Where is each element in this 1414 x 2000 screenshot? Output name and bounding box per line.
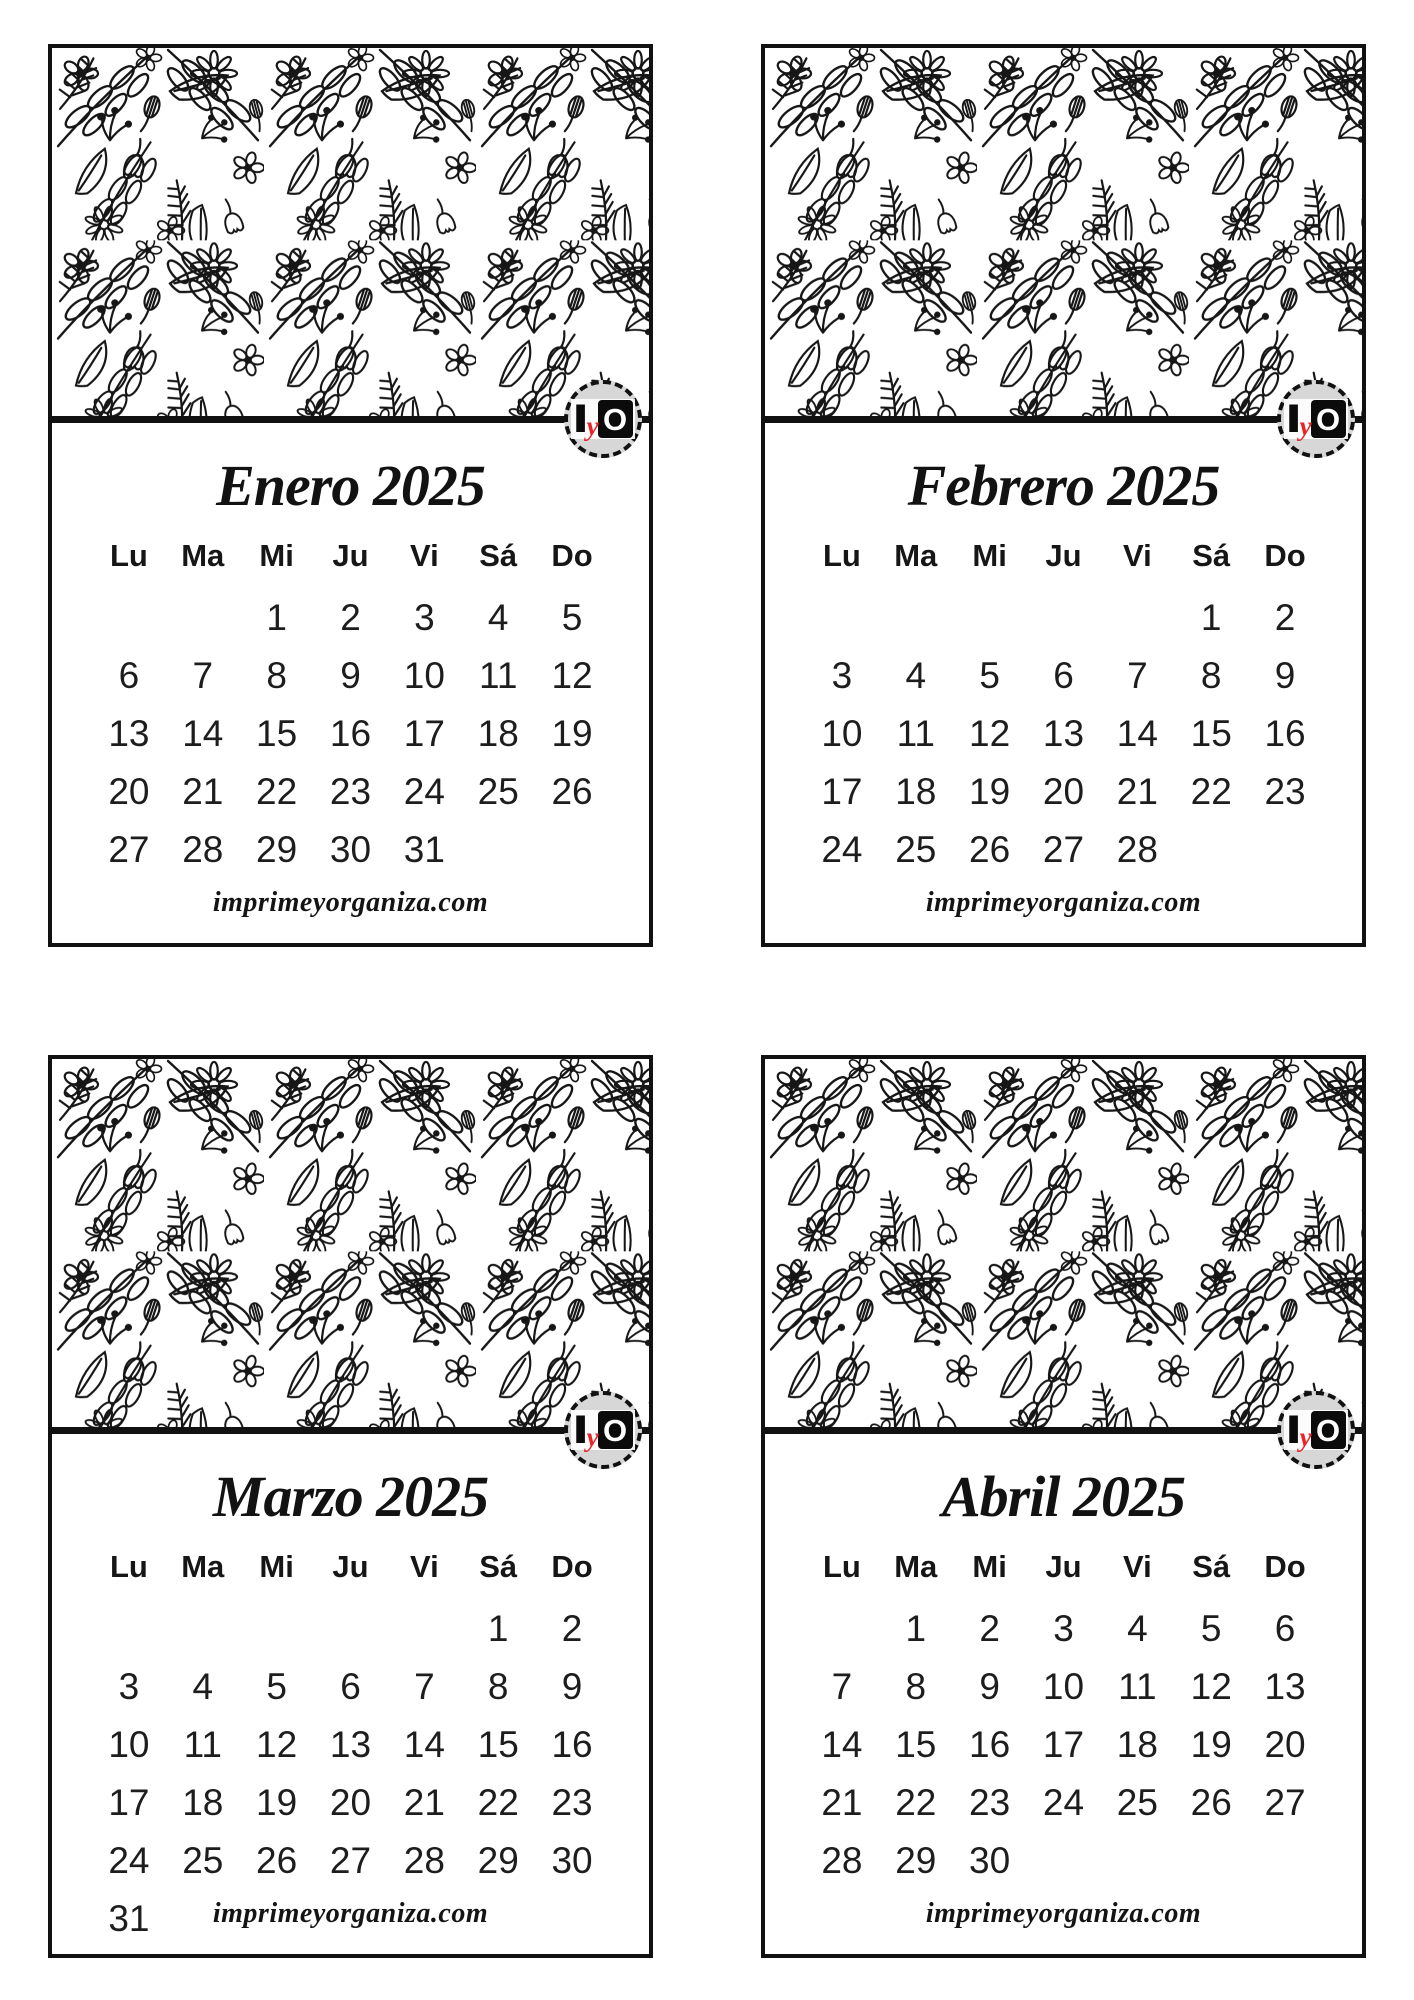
day-cell: 10 [403, 655, 445, 696]
day-cell: 1 [905, 1608, 927, 1649]
day-cell: 29 [256, 829, 298, 870]
day-cell: 23 [551, 1782, 593, 1823]
calendar-card-enero [48, 44, 653, 947]
day-cell: 3 [118, 1666, 140, 1707]
day-cell: 8 [266, 655, 287, 696]
day-cell: 27 [1264, 1782, 1306, 1823]
day-cell: 22 [477, 1782, 519, 1823]
floral-pattern-svg [52, 48, 649, 416]
day-cell: 24 [1042, 1782, 1085, 1823]
floral-header-art [52, 1059, 649, 1434]
weekday-header: Ju [1045, 1549, 1082, 1584]
day-cell: 27 [108, 829, 150, 870]
weekday-header: Lu [822, 538, 861, 573]
day-cell: 31 [403, 829, 445, 870]
day-cell: 28 [1116, 829, 1158, 870]
day-cell: 26 [256, 1840, 298, 1881]
day-cell: 9 [1274, 655, 1296, 696]
day-cell: 17 [821, 771, 863, 812]
day-cell: 17 [403, 713, 445, 754]
logo-letter-y: y [586, 1422, 599, 1452]
day-cell: 1 [266, 597, 287, 638]
day-cell [166, 1600, 240, 1658]
logo-letter-o-box [598, 1411, 633, 1449]
day-cell: 3 [1053, 1608, 1074, 1649]
day-cell: 23 [969, 1782, 1011, 1823]
brand-logo [571, 1410, 634, 1450]
day-cell: 17 [1042, 1724, 1085, 1765]
day-cell [1027, 589, 1101, 647]
day-cell: 19 [551, 713, 593, 754]
day-cell: 20 [108, 771, 150, 812]
day-cell: 4 [192, 1666, 214, 1707]
day-cell: 7 [192, 655, 214, 696]
day-cell: 22 [1190, 771, 1232, 812]
day-cell: 31 [108, 1898, 150, 1939]
day-cell: 16 [969, 1724, 1011, 1765]
day-cell: 21 [1116, 771, 1158, 812]
logo-letter-o-box [1311, 400, 1346, 438]
brand-logo-badge [1277, 1391, 1355, 1469]
day-cell: 22 [895, 1782, 937, 1823]
brand-logo [1284, 399, 1347, 439]
logo-letter-i: I [1285, 1408, 1303, 1452]
floral-header-art [765, 1059, 1362, 1434]
day-cell [1027, 1832, 1101, 1890]
day-cell: 24 [108, 1840, 150, 1881]
day-cell: 15 [895, 1724, 937, 1765]
day-cell: 10 [821, 713, 863, 754]
day-cell: 28 [821, 1840, 863, 1881]
logo-letter-o: O [602, 1412, 628, 1448]
floral-header-art [765, 48, 1362, 423]
day-cell: 22 [256, 771, 298, 812]
day-cell: 4 [487, 597, 509, 638]
day-cell [314, 1600, 388, 1658]
day-cell: 9 [340, 655, 361, 696]
day-cell: 16 [1264, 713, 1306, 754]
day-cell: 11 [896, 713, 935, 754]
day-cell: 24 [403, 771, 445, 812]
logo-letter-o-box [598, 400, 633, 438]
day-cell: 16 [551, 1724, 593, 1765]
day-cell: 20 [1042, 771, 1085, 812]
day-cell: 2 [1274, 597, 1296, 638]
brand-logo-badge [1277, 380, 1355, 458]
day-cell: 5 [266, 1666, 287, 1707]
day-cell: 1 [487, 1608, 509, 1649]
day-cell: 5 [1200, 1608, 1222, 1649]
weekday-header: Lu [822, 1549, 861, 1584]
day-cell: 7 [831, 1666, 853, 1707]
brand-logo-badge [564, 380, 642, 458]
day-cell: 29 [895, 1840, 937, 1881]
day-cell [1100, 589, 1174, 647]
day-cell: 2 [340, 597, 361, 638]
weekday-header: Lu [109, 1549, 148, 1584]
day-cell: 24 [821, 829, 863, 870]
weekday-header: Mi [259, 538, 294, 573]
day-cell: 11 [1118, 1666, 1157, 1707]
day-cell: 6 [1053, 655, 1074, 696]
day-cell: 27 [329, 1840, 372, 1881]
logo-letter-o: O [1315, 1412, 1341, 1448]
brand-logo [571, 399, 634, 439]
day-cell [387, 1600, 461, 1658]
day-cell: 28 [403, 1840, 445, 1881]
day-cell [805, 589, 879, 647]
weekday-header: Sá [1192, 1549, 1231, 1584]
weekday-header: Vi [1122, 1549, 1152, 1584]
month-title: Enero 2025 [216, 453, 485, 518]
day-cell: 25 [895, 829, 937, 870]
day-cell: 26 [551, 771, 593, 812]
day-cell: 11 [183, 1724, 222, 1765]
weekday-header: Mi [972, 1549, 1007, 1584]
day-cell: 14 [1116, 713, 1158, 754]
day-cell: 12 [969, 713, 1011, 754]
day-cell: 30 [551, 1840, 593, 1881]
day-cell: 3 [831, 655, 853, 696]
brand-logo [1284, 1410, 1347, 1450]
day-cell: 25 [1116, 1782, 1158, 1823]
day-cell [1248, 1832, 1322, 1890]
logo-letter-i: I [572, 397, 590, 441]
day-cell [879, 589, 953, 647]
calendar-grid [805, 535, 1322, 879]
day-cell: 13 [108, 713, 150, 754]
day-cell: 11 [479, 655, 518, 696]
day-cell: 12 [551, 655, 593, 696]
day-cell: 18 [1116, 1724, 1158, 1765]
day-cell: 7 [1127, 655, 1148, 696]
day-cell: 8 [1200, 655, 1222, 696]
weekday-header: Sá [479, 1549, 518, 1584]
weekday-header: Vi [1122, 538, 1152, 573]
website-footer: imprimeyorganiza.com [212, 1898, 489, 1929]
day-cell: 18 [477, 713, 519, 754]
day-cell [805, 1600, 879, 1658]
floral-pattern-svg [765, 48, 1362, 416]
weekday-header: Ju [332, 538, 369, 573]
weekday-header: Do [1264, 538, 1306, 573]
weekday-header: Ma [181, 538, 225, 573]
calendar-grid [92, 535, 609, 879]
day-cell: 20 [329, 1782, 372, 1823]
day-cell [953, 589, 1027, 647]
day-cell [535, 821, 609, 879]
day-cell: 10 [108, 1724, 150, 1765]
weekday-header: Do [1264, 1549, 1306, 1584]
day-cell: 9 [561, 1666, 583, 1707]
day-cell: 6 [118, 655, 140, 696]
day-cell: 4 [1127, 1608, 1148, 1649]
day-cell: 9 [979, 1666, 1000, 1707]
day-cell: 12 [256, 1724, 298, 1765]
day-cell: 19 [1190, 1724, 1232, 1765]
day-cell: 14 [182, 713, 224, 754]
day-cell: 14 [403, 1724, 445, 1765]
day-cell [461, 821, 535, 879]
day-cell: 26 [1190, 1782, 1232, 1823]
logo-letter-i: I [1285, 397, 1303, 441]
day-cell [240, 1600, 314, 1658]
day-cell: 18 [895, 771, 937, 812]
day-cell: 6 [1274, 1608, 1296, 1649]
weekday-header: Vi [409, 1549, 439, 1584]
day-cell: 16 [329, 713, 372, 754]
day-cell [92, 589, 166, 647]
day-cell [92, 1600, 166, 1658]
weekday-header: Mi [259, 1549, 294, 1584]
day-cell: 17 [108, 1782, 150, 1823]
website-footer: imprimeyorganiza.com [925, 1898, 1202, 1929]
calendar-grid [92, 1546, 609, 1948]
day-cell: 5 [561, 597, 583, 638]
calendar-card-marzo [48, 1055, 653, 1958]
day-cell: 14 [821, 1724, 863, 1765]
logo-letter-y: y [1299, 1422, 1312, 1452]
day-cell: 18 [182, 1782, 224, 1823]
day-cell: 6 [340, 1666, 361, 1707]
logo-letter-y: y [1299, 411, 1312, 441]
logo-letter-y: y [586, 411, 599, 441]
day-cell: 21 [182, 771, 224, 812]
weekday-header: Vi [409, 538, 439, 573]
day-cell: 25 [477, 771, 519, 812]
weekday-header: Do [551, 538, 593, 573]
weekday-header: Ju [332, 1549, 369, 1584]
weekday-header: Ma [181, 1549, 225, 1584]
weekday-header: Ju [1045, 538, 1082, 573]
day-cell: 7 [414, 1666, 435, 1707]
day-cell: 19 [969, 771, 1011, 812]
month-title: Marzo 2025 [212, 1464, 489, 1529]
day-cell: 4 [905, 655, 927, 696]
day-cell: 5 [979, 655, 1000, 696]
brand-logo-badge [564, 1391, 642, 1469]
day-cell: 13 [1264, 1666, 1306, 1707]
weekday-header: Do [551, 1549, 593, 1584]
weekday-header: Mi [972, 538, 1007, 573]
logo-letter-o-box [1311, 1411, 1346, 1449]
day-cell: 15 [477, 1724, 519, 1765]
floral-pattern-svg [765, 1059, 1362, 1427]
calendar-card-febrero [761, 44, 1366, 947]
day-cell: 2 [561, 1608, 583, 1649]
day-cell: 8 [905, 1666, 927, 1707]
day-cell: 15 [256, 713, 298, 754]
month-title: Febrero 2025 [907, 453, 1220, 518]
day-cell: 20 [1264, 1724, 1306, 1765]
website-footer: imprimeyorganiza.com [925, 887, 1202, 918]
day-cell: 21 [403, 1782, 445, 1823]
website-footer: imprimeyorganiza.com [212, 887, 489, 918]
weekday-header: Lu [109, 538, 148, 573]
day-cell: 19 [256, 1782, 298, 1823]
day-cell [166, 589, 240, 647]
month-title: Abril 2025 [942, 1464, 1185, 1529]
calendar-grid [805, 1546, 1322, 1890]
day-cell: 27 [1042, 829, 1085, 870]
weekday-header: Ma [894, 1549, 938, 1584]
day-cell: 29 [477, 1840, 519, 1881]
day-cell: 15 [1190, 713, 1232, 754]
weekday-header: Sá [1192, 538, 1231, 573]
day-cell: 3 [414, 597, 435, 638]
day-cell: 30 [969, 1840, 1011, 1881]
day-cell: 23 [329, 771, 372, 812]
day-cell: 28 [182, 829, 224, 870]
day-cell: 8 [487, 1666, 509, 1707]
logo-letter-o: O [602, 401, 628, 437]
logo-letter-o: O [1315, 401, 1341, 437]
day-cell [1100, 1832, 1174, 1890]
day-cell: 12 [1190, 1666, 1232, 1707]
day-cell: 23 [1264, 771, 1306, 812]
calendar-card-abril [761, 1055, 1366, 1958]
day-cell: 26 [969, 829, 1011, 870]
day-cell: 2 [979, 1608, 1000, 1649]
day-cell: 10 [1042, 1666, 1085, 1707]
day-cell: 13 [329, 1724, 372, 1765]
logo-letter-i: I [572, 1408, 590, 1452]
day-cell: 13 [1042, 713, 1085, 754]
weekday-header: Ma [894, 538, 938, 573]
day-cell [1248, 821, 1322, 879]
day-cell [1174, 821, 1248, 879]
day-cell: 1 [1200, 597, 1222, 638]
floral-pattern-svg [52, 1059, 649, 1427]
weekday-header: Sá [479, 538, 518, 573]
day-cell: 25 [182, 1840, 224, 1881]
floral-header-art [52, 48, 649, 423]
day-cell: 30 [329, 829, 372, 870]
day-cell [1174, 1832, 1248, 1890]
day-cell: 21 [821, 1782, 863, 1823]
